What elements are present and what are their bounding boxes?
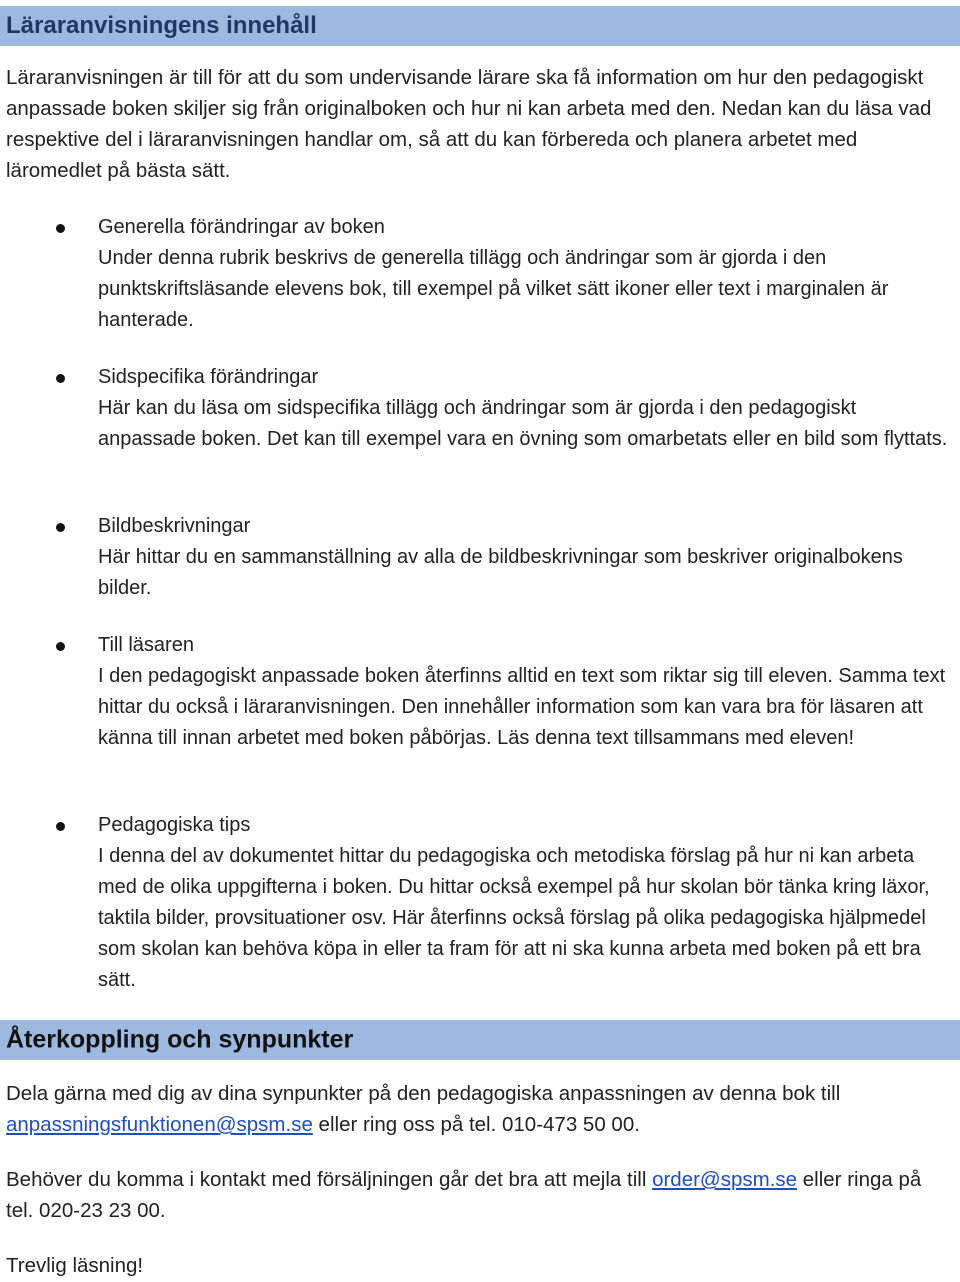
sales-email-link[interactable]: order@spsm.se [652, 1168, 798, 1191]
bullet-text: Under denna rubrik beskrivs de generella tillägg och ändringar som är gjorda i den punktskriftsläsande elevens bok, till exempel på vilket sätt ikoner eller text i marginalen är hanterade. [98, 247, 889, 331]
section-heading-feedback: Återkoppling och synpunkter [6, 1025, 354, 1054]
intro-paragraph: Läraranvisningen är till för att du som undervisande lärare ska få information om hur den pedagogiskt anpassade boken skiljer sig från originalboken och hur ni kan arbeta med den. Nedan kan du läsa vad respektive del i läraranvisningen handlar om, så att du kan förbereda och planera arbetet med läromedlet på bästa sätt. [6, 66, 932, 182]
bullet-title: Bildbeskrivningar [98, 515, 251, 537]
bullet-item [58, 212, 948, 336]
bullet-item [58, 362, 948, 455]
bullet-dot-icon [56, 642, 65, 651]
feedback-paragraph [6, 1078, 951, 1140]
bullet-item [58, 630, 948, 754]
bullet-text: I den pedagogiskt anpassade boken återfinns alltid en text som riktar sig till eleven. Samma text hittar du också i läraranvisningen. Den innehåller information som kan vara bra för läsaren att känna till innan arbetet med boken påbörjas. Läs denna text tillsammans med eleven! [98, 665, 946, 749]
sales-text-end: eller ringa på tel. 020-23 23 00. [6, 1168, 922, 1222]
section-heading-contents: Läraranvisningens innehåll [6, 12, 317, 39]
bullet-text: Här kan du läsa om sidspecifika tillägg och ändringar som är gjorda i den pedagogiskt anpassade boken. Det kan till exempel vara en övning som omarbetats eller en bild som flyttats. [98, 397, 948, 450]
signoff-text: Trevlig läsning! [6, 1254, 144, 1277]
bullet-item [58, 511, 948, 604]
feedback-text-end: eller ring oss på tel. 010-473 50 00. [312, 1113, 640, 1136]
bullet-dot-icon [56, 523, 65, 532]
bullet-text: Här hittar du en sammanställning av alla de bildbeskrivningar som beskriver originalbokens bilder. [98, 546, 903, 599]
section-heading-bar [0, 6, 960, 46]
bullet-dot-icon [56, 822, 65, 831]
bullet-dot-icon [56, 224, 65, 233]
bullet-item [58, 810, 948, 996]
bullet-title: Sidspecifika förändringar [98, 366, 319, 388]
bullet-title: Till läsaren [98, 634, 194, 656]
bullet-title: Pedagogiska tips [98, 814, 251, 836]
sales-text-start: Behöver du komma i kontakt med försäljningen går det bra att mejla till [6, 1168, 653, 1191]
section-heading-bar [0, 1020, 960, 1060]
bullet-dot-icon [56, 374, 65, 383]
feedback-text-start: Dela gärna med dig av dina synpunkter på den pedagogiska anpassningen av denna bok till [6, 1082, 841, 1105]
bullet-text: I denna del av dokumentet hittar du pedagogiska och metodiska förslag på hur ni kan arbeta med de olika uppgifterna i boken. Du hittar också exempel på hur skolan bör tänka kring läxor, taktila bilder, provsituationer osv. Här återfinns också förslag på olika pedagogiska hjälpmedel som skolan kan behöva köpa in eller ta fram för att ni ska kunna arbeta med boken på ett bra sätt. [98, 845, 930, 991]
sales-paragraph [6, 1164, 951, 1226]
bullet-title: Generella förändringar av boken [98, 216, 385, 238]
feedback-email-link[interactable]: anpassningsfunktionen@spsm.se [6, 1113, 313, 1136]
